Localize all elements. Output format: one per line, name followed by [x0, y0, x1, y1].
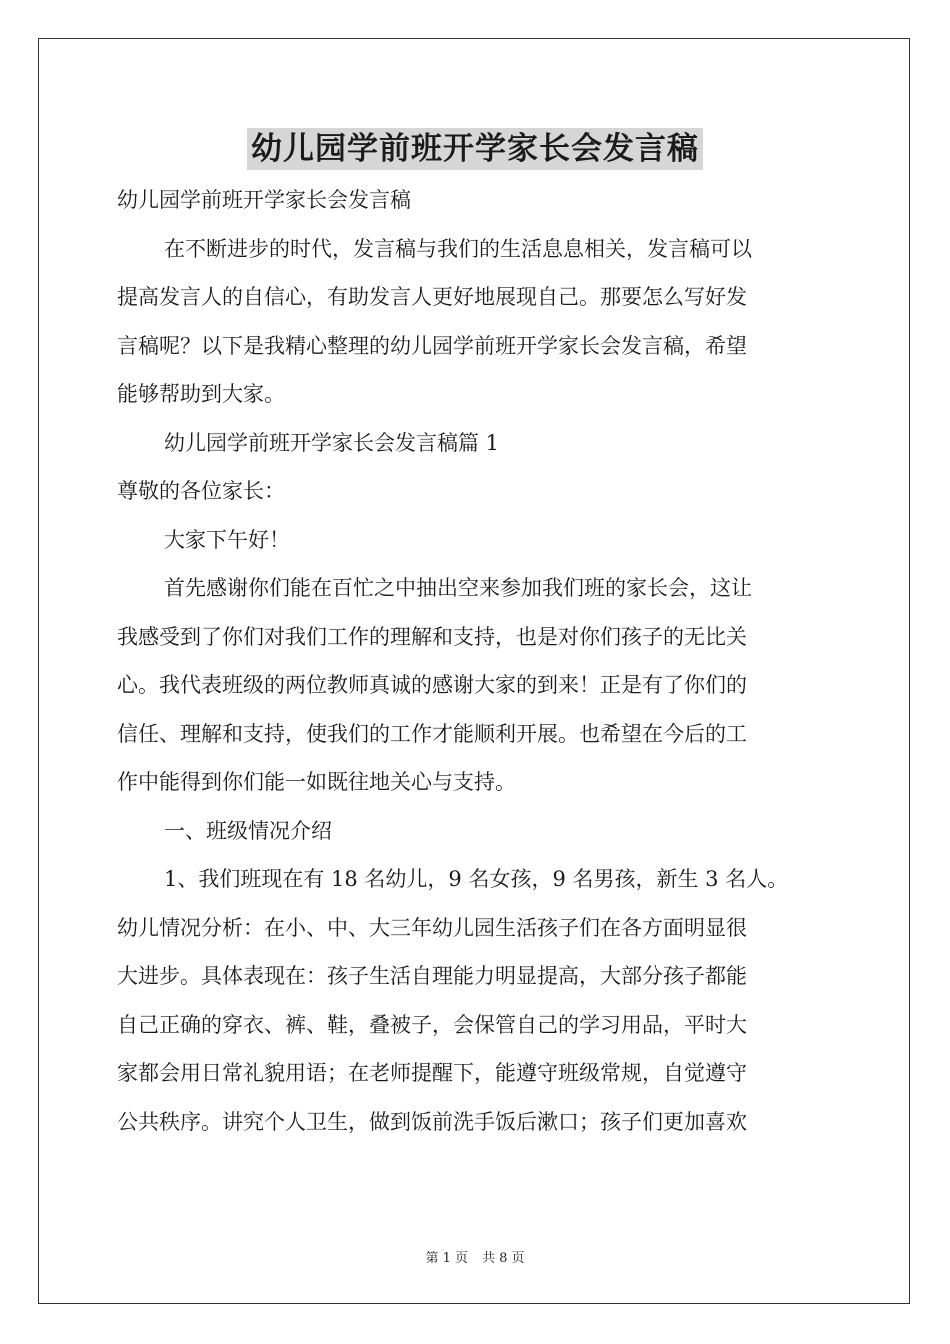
paragraph-line: 大进步。具体表现在：孩子生活自理能力明显提高，大部分孩子都能	[117, 964, 747, 988]
section-heading: 幼儿园学前班开学家长会发言稿篇 1	[164, 430, 500, 455]
title-container	[0, 128, 950, 170]
document-title: 幼儿园学前班开学家长会发言稿	[247, 128, 703, 170]
section-heading: 一、班级情况介绍	[164, 818, 332, 843]
paragraph-line: 言稿呢？以下是我精心整理的幼儿园学前班开学家长会发言稿，希望	[117, 333, 747, 358]
paragraph-line: 能够帮助到大家。	[117, 382, 285, 406]
paragraph-line: 提高发言人的自信心，有助发言人更好地展现自己。那要怎么写好发	[117, 285, 747, 309]
paragraph-line: 1、我们班现在有 18 名幼儿，9 名女孩，9 名男孩，新生 3 名人。	[164, 867, 789, 891]
paragraph-line: 家都会用日常礼貌用语；在老师提醒下，能遵守班级常规，自觉遵守	[117, 1061, 747, 1085]
paragraph-line: 作中能得到你们能一如既往地关心与支持。	[117, 770, 516, 794]
paragraph-line: 幼儿情况分析：在小、中、大三年幼儿园生活孩子们在各方面明显很	[117, 915, 747, 940]
paragraph-line: 首先感谢你们能在百忙之中抽出空来参加我们班的家长会，这让	[164, 576, 752, 600]
paragraph-line: 心。我代表班级的两位教师真诚的感谢大家的到来！正是有了你们的	[117, 673, 747, 697]
paragraph-line: 自己正确的穿衣、裤、鞋，叠被子，会保管自己的学习用品，平时大	[117, 1012, 747, 1037]
page-number: 第 1 页	[425, 1251, 468, 1266]
page-total: 共 8 页	[482, 1251, 525, 1266]
paragraph-line: 在不断进步的时代，发言稿与我们的生活息息相关，发言稿可以	[164, 236, 752, 261]
paragraph-line: 公共秩序。讲究个人卫生，做到饭前洗手饭后漱口；孩子们更加喜欢	[117, 1109, 747, 1134]
subtitle-line: 幼儿园学前班开学家长会发言稿	[117, 188, 411, 212]
paragraph-line: 我感受到了你们对我们工作的理解和支持，也是对你们孩子的无比关	[117, 624, 747, 649]
greeting-line: 大家下午好！	[164, 527, 290, 552]
page-footer	[0, 1247, 950, 1266]
salutation-line: 尊敬的各位家长：	[117, 479, 285, 503]
document-body	[117, 176, 837, 1146]
paragraph-line: 信任、理解和支持，使我们的工作才能顺利开展。也希望在今后的工	[117, 721, 747, 746]
